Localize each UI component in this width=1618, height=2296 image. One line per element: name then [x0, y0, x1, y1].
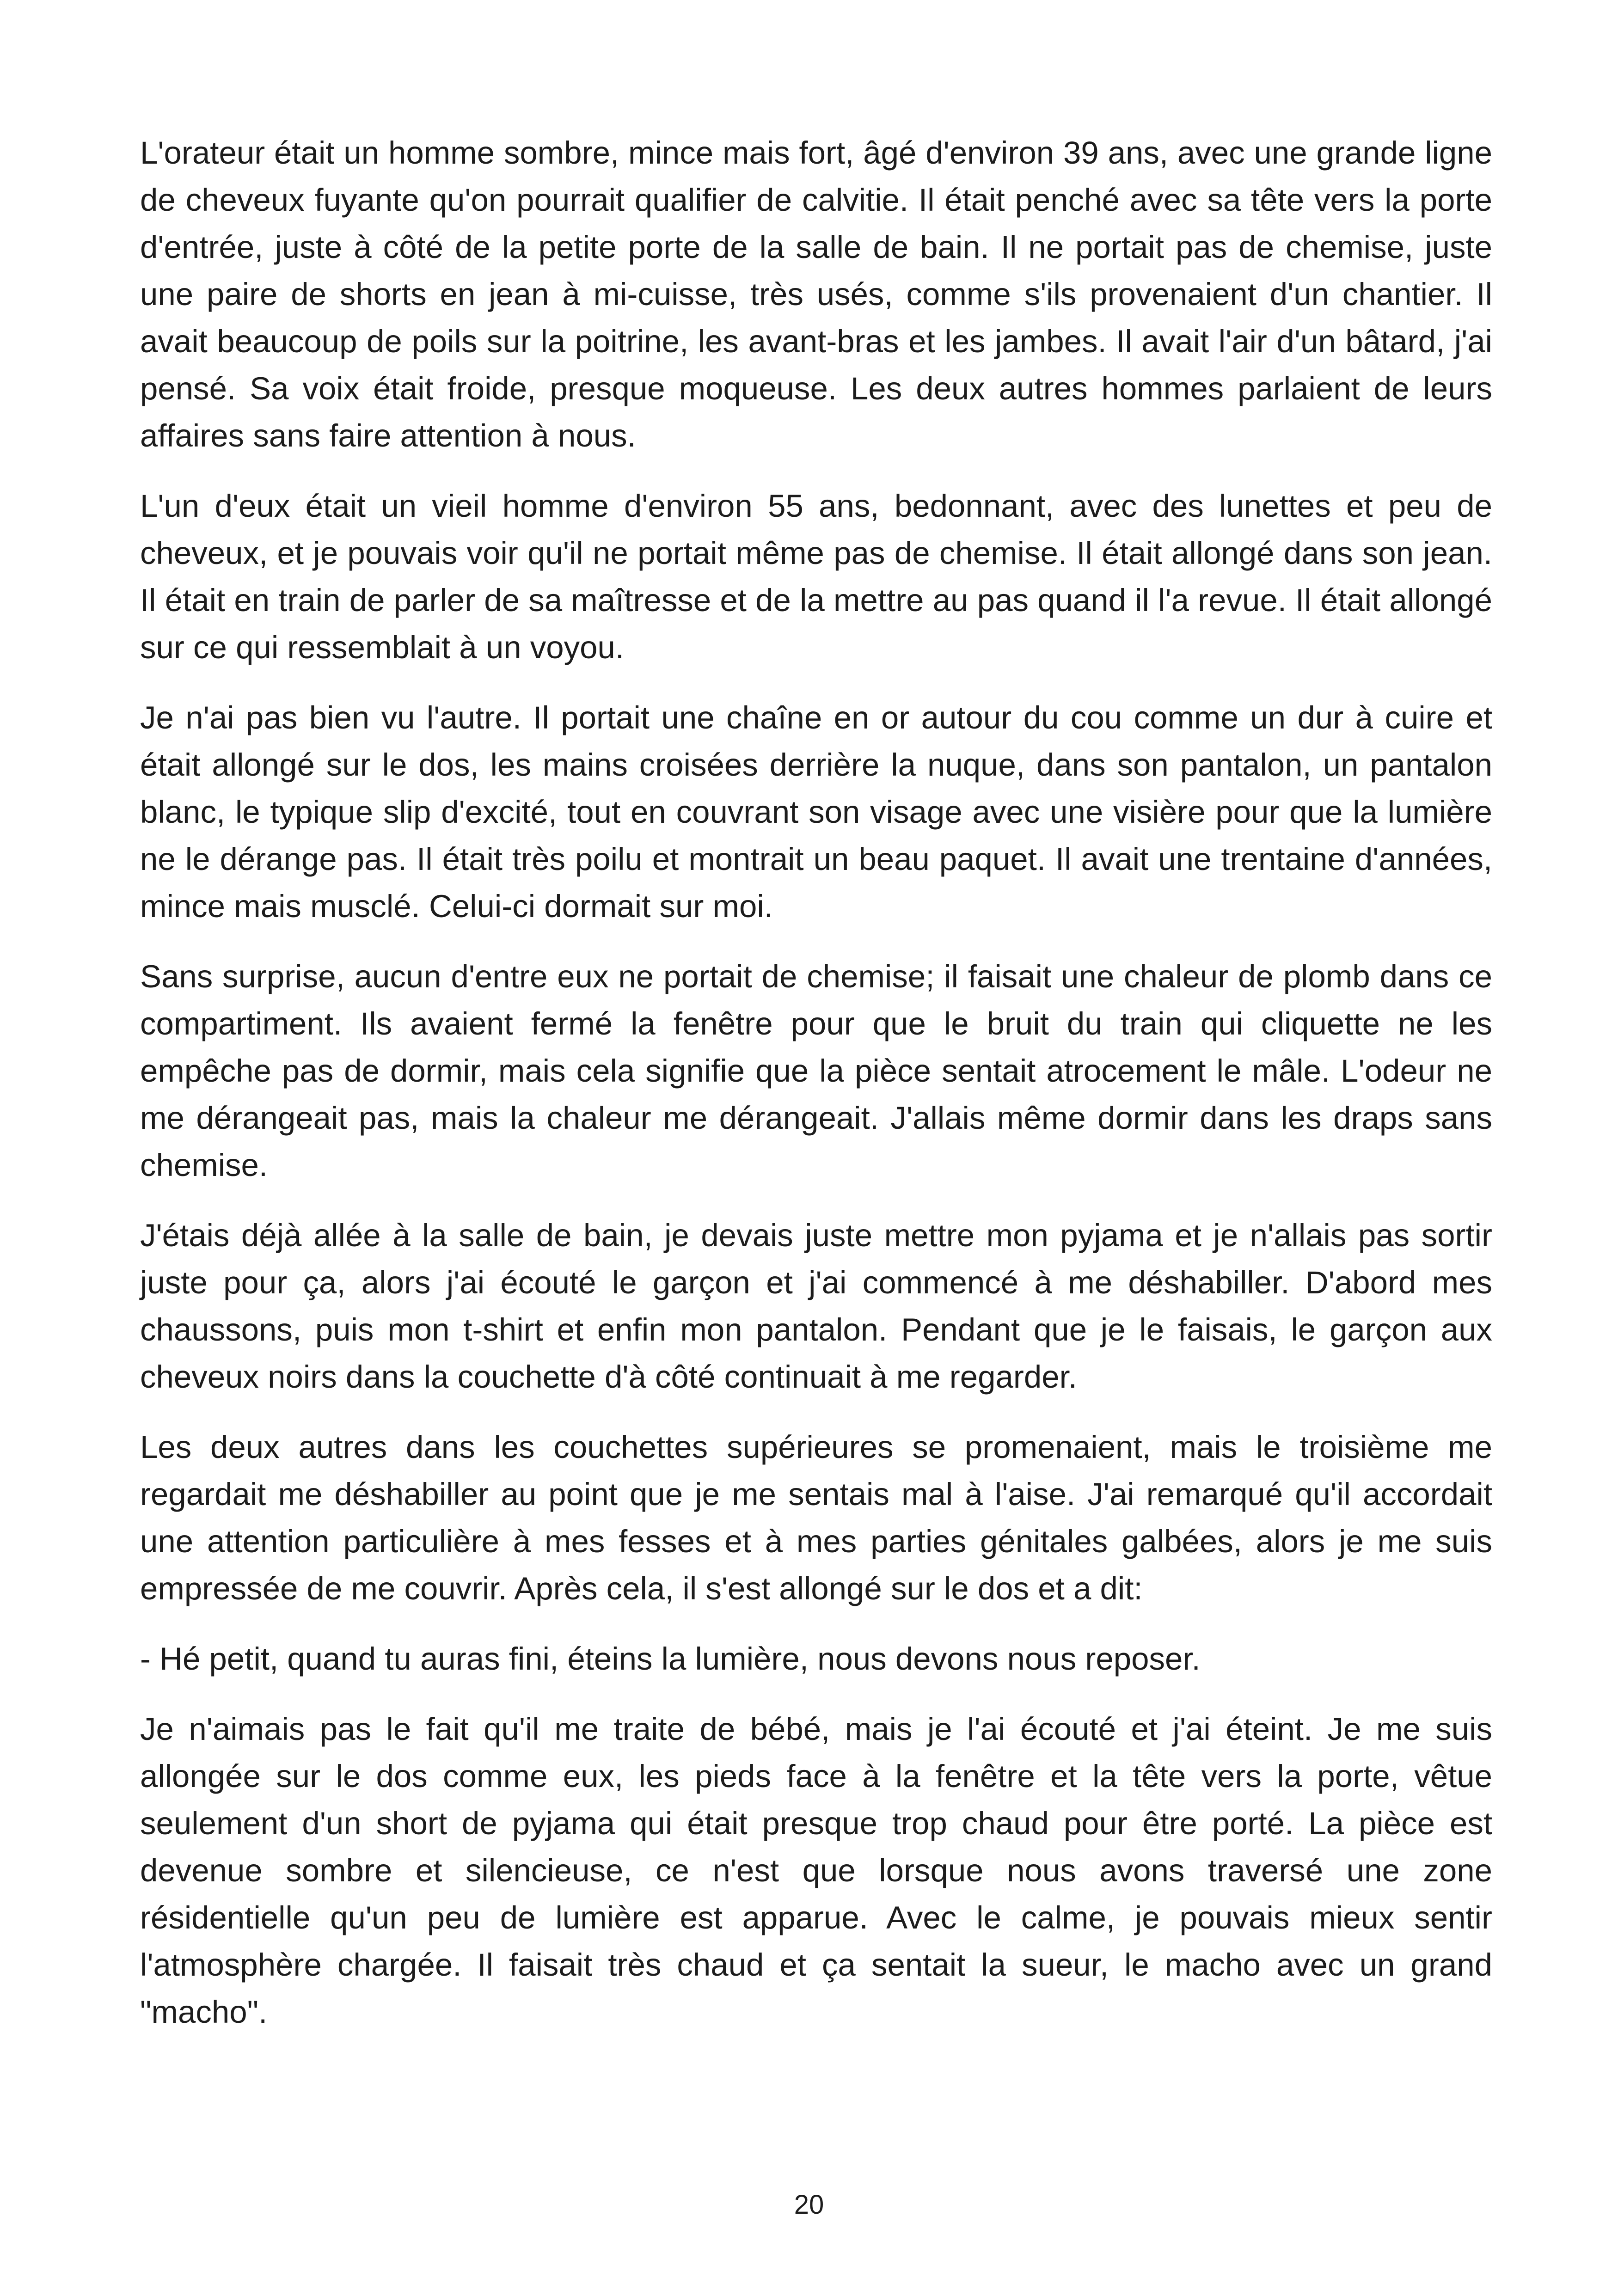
paragraph: Les deux autres dans les couchettes supérieures se promenaient, mais le troisième me regardait me déshabiller au point que je me sentais mal à l'aise. J'ai remarqué qu'il accordait une attention particulière à mes fesses et à mes parties génitales galbées, alors je me suis empressée de me couvrir. Après cela, il s'est allongé sur le dos et a dit:	[140, 1429, 1492, 1606]
paragraph: L'orateur était un homme sombre, mince mais fort, âgé d'environ 39 ans, avec une grande ligne de cheveux fuyante qu'on pourrait qualifier de calvitie. Il était penché avec sa tête vers la porte d'entrée, juste à côté de la petite porte de la salle de bain. Il ne portait pas de chemise, juste une paire de shorts en jean à mi-cuisse, très usés, comme s'ils provenaient d'un chantier. Il avait beaucoup de poils sur la poitrine, les avant-bras et les jambes. Il avait l'air d'un bâtard, j'ai pensé. Sa voix était froide, presque moqueuse. Les deux autres hommes parlaient de leurs affaires sans faire attention à nous.	[140, 135, 1492, 453]
paragraph: Je n'aimais pas le fait qu'il me traite de bébé, mais je l'ai écouté et j'ai éteint. Je me suis allongée sur le dos comme eux, les pieds face à la fenêtre et la tête vers la porte, vêtue seulement d'un short de pyjama qui était presque trop chaud pour être porté. La pièce est devenue sombre et silencieuse, ce n'est que lorsque nous avons traversé une zone résidentielle qu'un peu de lumière est apparue. Avec le calme, je pouvais mieux sentir l'atmosphère chargée. Il faisait très chaud et ça sentait la sueur, le macho avec un grand "macho".	[140, 1711, 1492, 2030]
paragraph: Sans surprise, aucun d'entre eux ne portait de chemise; il faisait une chaleur de plomb dans ce compartiment. Ils avaient fermé la fenêtre pour que le bruit du train qui cliquette ne les empêche pas de dormir, mais cela signifie que la pièce sentait atrocement le mâle. L'odeur ne me dérangeait pas, mais la chaleur me dérangeait. J'allais même dormir dans les draps sans chemise.	[140, 959, 1492, 1183]
page-number: 20	[794, 2190, 824, 2220]
body-text	[140, 129, 1492, 2059]
paragraph: J'étais déjà allée à la salle de bain, je devais juste mettre mon pyjama et je n'allais pas sortir juste pour ça, alors j'ai écouté le garçon et j'ai commencé à me déshabiller. D'abord mes chaussons, puis mon t-shirt et enfin mon pantalon. Pendant que je le faisais, le garçon aux cheveux noirs dans la couchette d'à côté continuait à me regarder.	[140, 1218, 1492, 1395]
dialogue-line: - Hé petit, quand tu auras fini, éteins la lumière, nous devons nous reposer.	[140, 1641, 1201, 1677]
paragraph: L'un d'eux était un vieil homme d'environ 55 ans, bedonnant, avec des lunettes et peu de cheveux, et je pouvais voir qu'il ne portait même pas de chemise. Il était allongé dans son jean. Il était en train de parler de sa maîtresse et de la mettre au pas quand il l'a revue. Il était allongé sur ce qui ressemblait à un voyou.	[140, 488, 1492, 665]
paragraph: Je n'ai pas bien vu l'autre. Il portait une chaîne en or autour du cou comme un dur à cuire et était allongé sur le dos, les mains croisées derrière la nuque, dans son pantalon, un pantalon blanc, le typique slip d'excité, tout en couvrant son visage avec une visière pour que la lumière ne le dérange pas. Il était très poilu et montrait un beau paquet. Il avait une trentaine d'années, mince mais musclé. Celui-ci dormait sur moi.	[140, 700, 1492, 924]
